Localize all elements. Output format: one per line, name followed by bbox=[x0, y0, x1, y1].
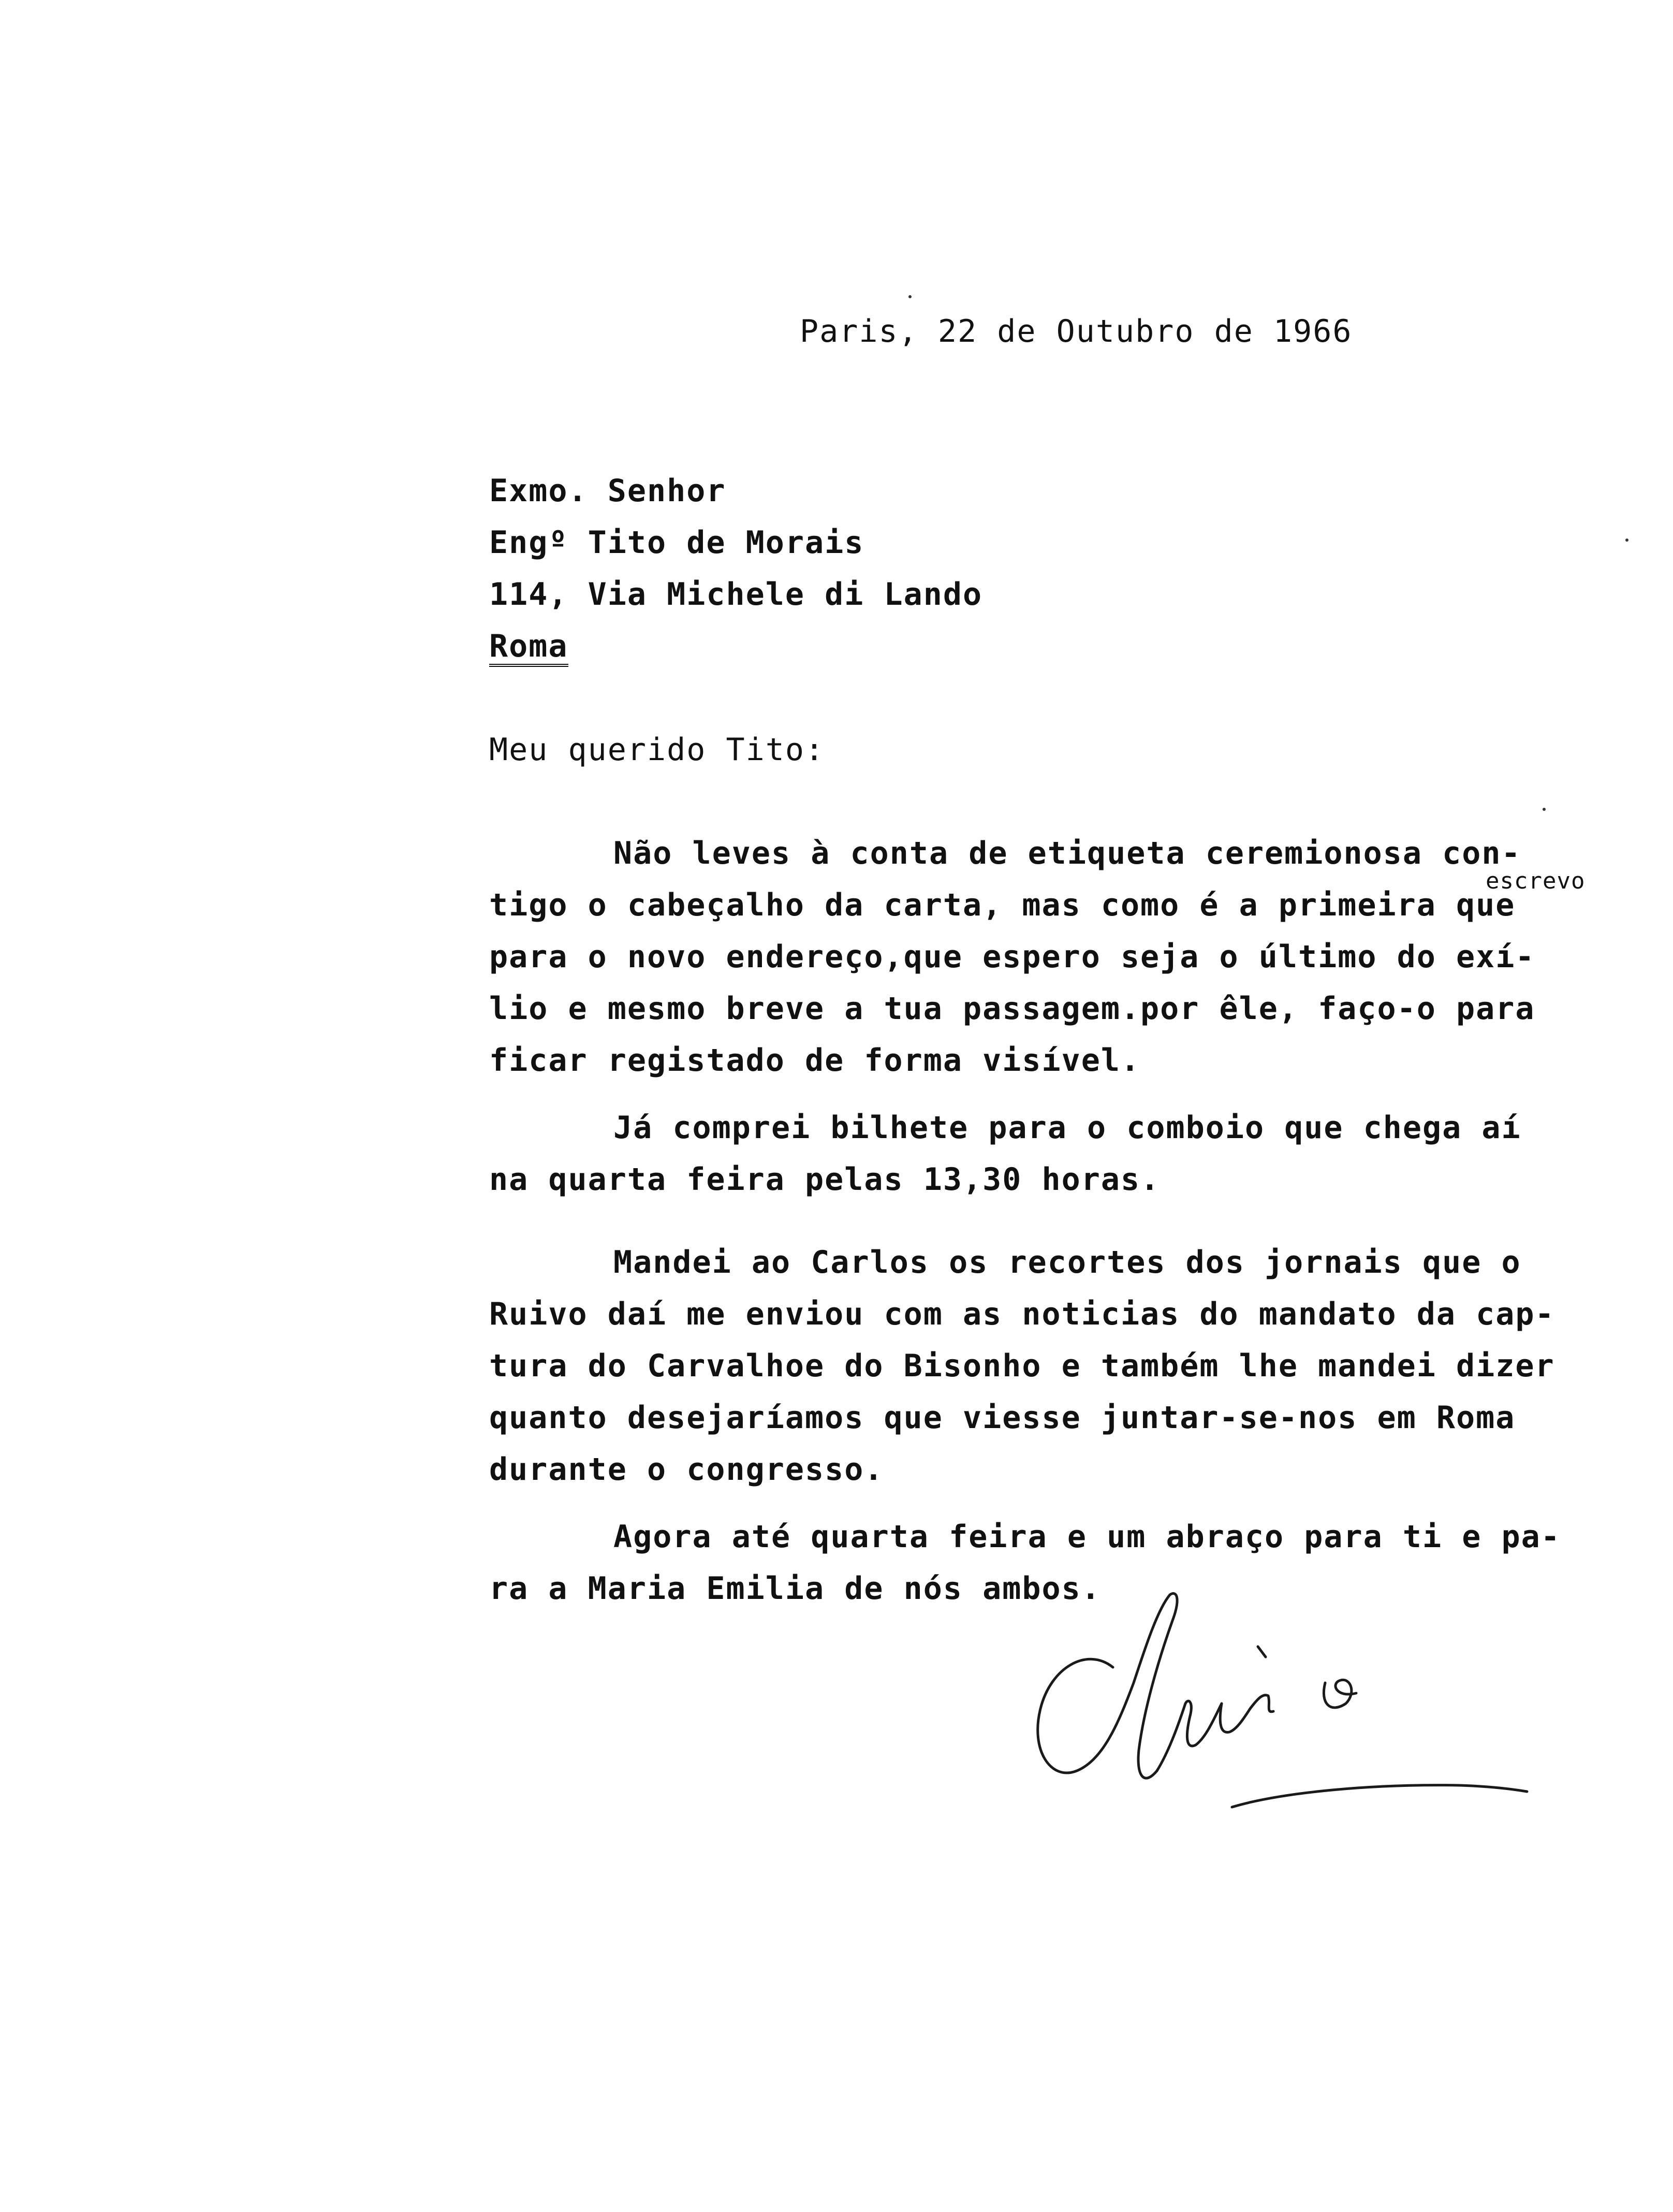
paragraph4-line: Agora até quarta feira e um abraço para ti e pa- bbox=[613, 1519, 1561, 1555]
scan-speck bbox=[908, 295, 912, 298]
handwritten-signature bbox=[1015, 1579, 1543, 1817]
paragraph3-line: tura do Carvalhoe do Bisonho e também lhe mandei dizer bbox=[489, 1348, 1555, 1384]
paragraph1-line: ficar registado de forma visível. bbox=[489, 1042, 1141, 1079]
salutation: Meu querido Tito: bbox=[489, 732, 825, 768]
paragraph3-line: Mandei ao Carlos os recortes dos jornais que o bbox=[613, 1244, 1521, 1280]
scan-speck bbox=[1625, 539, 1628, 542]
paragraph3-line: quanto desejaríamos que viesse juntar-se-nos em Roma bbox=[489, 1400, 1516, 1436]
addressee-street: 114, Via Michele di Lando bbox=[489, 576, 983, 613]
addressee-city: Roma bbox=[489, 631, 568, 667]
paragraph3-line: durante o congresso. bbox=[489, 1451, 884, 1488]
paragraph1-line: para o novo endereço,que espero seja o último do exí- bbox=[489, 939, 1535, 975]
addressee-title: Exmo. Senhor bbox=[489, 473, 726, 509]
paragraph2-line: na quarta feira pelas 13,30 horas. bbox=[489, 1161, 1161, 1198]
paragraph3-line: Ruivo daí me enviou com as noticias do mandato da cap- bbox=[489, 1296, 1555, 1332]
paragraph4-line: ra a Maria Emilia de nós ambos. bbox=[489, 1570, 1101, 1607]
paragraph2-line: Já comprei bilhete para o comboio que chega aí bbox=[613, 1110, 1521, 1146]
paragraph1-line: lio e mesmo breve a tua passagem.por êle, faço-o para bbox=[489, 991, 1535, 1027]
paragraph1-line: Não leves à conta de etiqueta ceremionosa con- bbox=[613, 835, 1521, 871]
scan-speck bbox=[1543, 808, 1546, 811]
interlinear-insert: escrevo bbox=[1486, 868, 1586, 894]
paragraph1-line: tigo o cabeçalho da carta, mas como é a primeira que bbox=[489, 887, 1516, 923]
letter-date: Paris, 22 de Outubro de 1966 bbox=[800, 313, 1353, 350]
addressee-name: Engº Tito de Morais bbox=[489, 525, 864, 561]
